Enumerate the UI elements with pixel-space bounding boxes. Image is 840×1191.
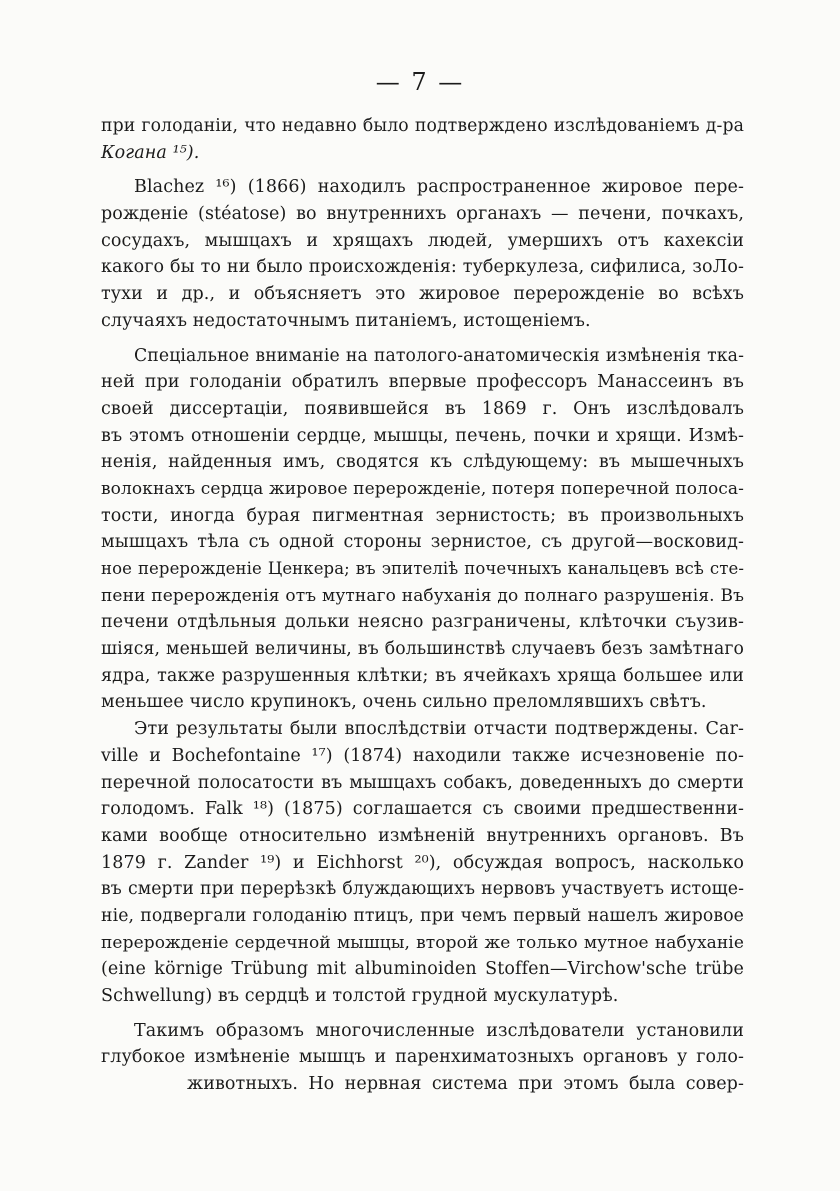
- text-line: 1879 г. Zander ¹⁹) и Eichhorst ²⁰), обсуждая вопросъ, насколько: [101, 852, 744, 873]
- text-line: ніе, подвергали голоданію птицъ, при чемъ первый нашелъ жировое: [101, 905, 744, 926]
- text-line: рожденіе (stéatose) во внутреннихъ органахъ — печени, почкахъ,: [101, 204, 744, 225]
- text-line: въ этомъ отношеніи сердце, мышцы, печень, почки и хрящи. Измѣ-: [101, 425, 744, 446]
- text-line: шіяся, меньшей величины, въ большинствѣ случаевъ безъ замѣтнаго: [101, 639, 744, 660]
- paragraph: [101, 113, 744, 166]
- text-line: голодомъ. Falk ¹⁸) (1875) соглашается съ своими предшественни-: [101, 799, 744, 820]
- text-line: пени перерожденія отъ мутнаго набуханія до полнаго разрушенія. Въ: [101, 585, 744, 606]
- text-line: Schwellung) въ сердцѣ и толстой грудной мускулатурѣ.: [101, 986, 619, 1006]
- text-line: ней при голоданіи обратилъ впервые профессоръ Манассеинъ въ: [101, 372, 744, 393]
- text-line: меньшее число крупинокъ, очень сильно преломлявшихъ свѣтъ.: [101, 692, 707, 713]
- body-text: [101, 113, 744, 1098]
- paragraph: [101, 1018, 744, 1098]
- text-line: ное перерожденіе Ценкера; въ эпителіѣ почечныхъ канальцевъ всѣ сте-: [101, 559, 744, 578]
- text-line: въ смерти при перерѣзкѣ блуждающихъ нервовъ участвуетъ истоще-: [101, 879, 744, 900]
- text-line: волокнахъ сердца жировое перерожденіе, потеря поперечной полоса-: [101, 478, 744, 499]
- text-line: ками вообще относительно измѣненій внутреннихъ органовъ. Въ: [101, 825, 744, 846]
- paragraph: [101, 343, 744, 717]
- text-line: перерожденіе сердечной мышцы, второй же только мутное набуханіе: [101, 932, 744, 953]
- text-line: мышцахъ тѣла съ одной стороны зернистое, съ другой—восковид-: [101, 532, 744, 553]
- text-line: Такимъ образомъ многочисленные изслѣдователи установили: [134, 1020, 744, 1041]
- paragraph: [101, 174, 744, 334]
- paragraph: [101, 716, 744, 1010]
- text-line: Когана ¹⁵).: [101, 142, 200, 163]
- text-line: случаяхъ недостаточнымъ питаніемъ, истощеніемъ.: [101, 310, 591, 331]
- text-line: Спеціальное вниманіе на патолого-анатомическія измѣненія тка-: [134, 345, 744, 366]
- text-line: (eine körnige Trübung mit albuminoiden Stoffen—Virchow'sche trübe: [101, 959, 744, 980]
- text-line: печени отдѣльныя дольки неясно разграничены, клѣточки съузив-: [101, 612, 744, 633]
- text-line: перечной полосатости въ мышцахъ собакъ, доведенныхъ до смерти: [101, 772, 744, 793]
- text-line: ville и Bochefontaine ¹⁷) (1874) находили также исчезновеніе по-: [101, 745, 744, 766]
- text-line: Эти результаты были впослѣдствіи отчасти подтверждены. Car-: [134, 719, 744, 740]
- text-line: своей диссертаціи, появившейся въ 1869 г. Онъ изслѣдовалъ: [101, 398, 744, 419]
- text-line: какого бы то ни было происхожденія: туберкулеза, сифилиса, зоЛо-: [101, 257, 744, 278]
- text-line: ядра, также разрушенныя клѣтки; въ ячейкахъ хряща большее или: [101, 665, 744, 686]
- text-line: глубокое измѣненіе мышцъ и паренхиматозныхъ органовъ у голо-: [101, 1047, 744, 1068]
- text-line: животныхъ. Но нервная система при этомъ была совер-: [187, 1074, 744, 1095]
- text-line: при голоданіи, что недавно было подтверждено изслѣдованіемъ д-ра: [101, 116, 744, 136]
- text-line: тости, иногда бурая пигментная зернистость; въ произвольныхъ: [101, 505, 744, 526]
- text-line: Blachez ¹⁶) (1866) находилъ распространенное жировое пере-: [134, 177, 744, 198]
- text-line: тухи и др., и объясняетъ это жировое перерожденіе во всѣхъ: [101, 284, 744, 305]
- text-line: сосудахъ, мышцахъ и хрящахъ людей, умершихъ отъ кахексіи: [101, 230, 744, 251]
- page-number: — 7 —: [375, 68, 465, 96]
- text-line: ненія, найденныя имъ, сводятся къ слѣдующему: въ мышечныхъ: [101, 452, 744, 473]
